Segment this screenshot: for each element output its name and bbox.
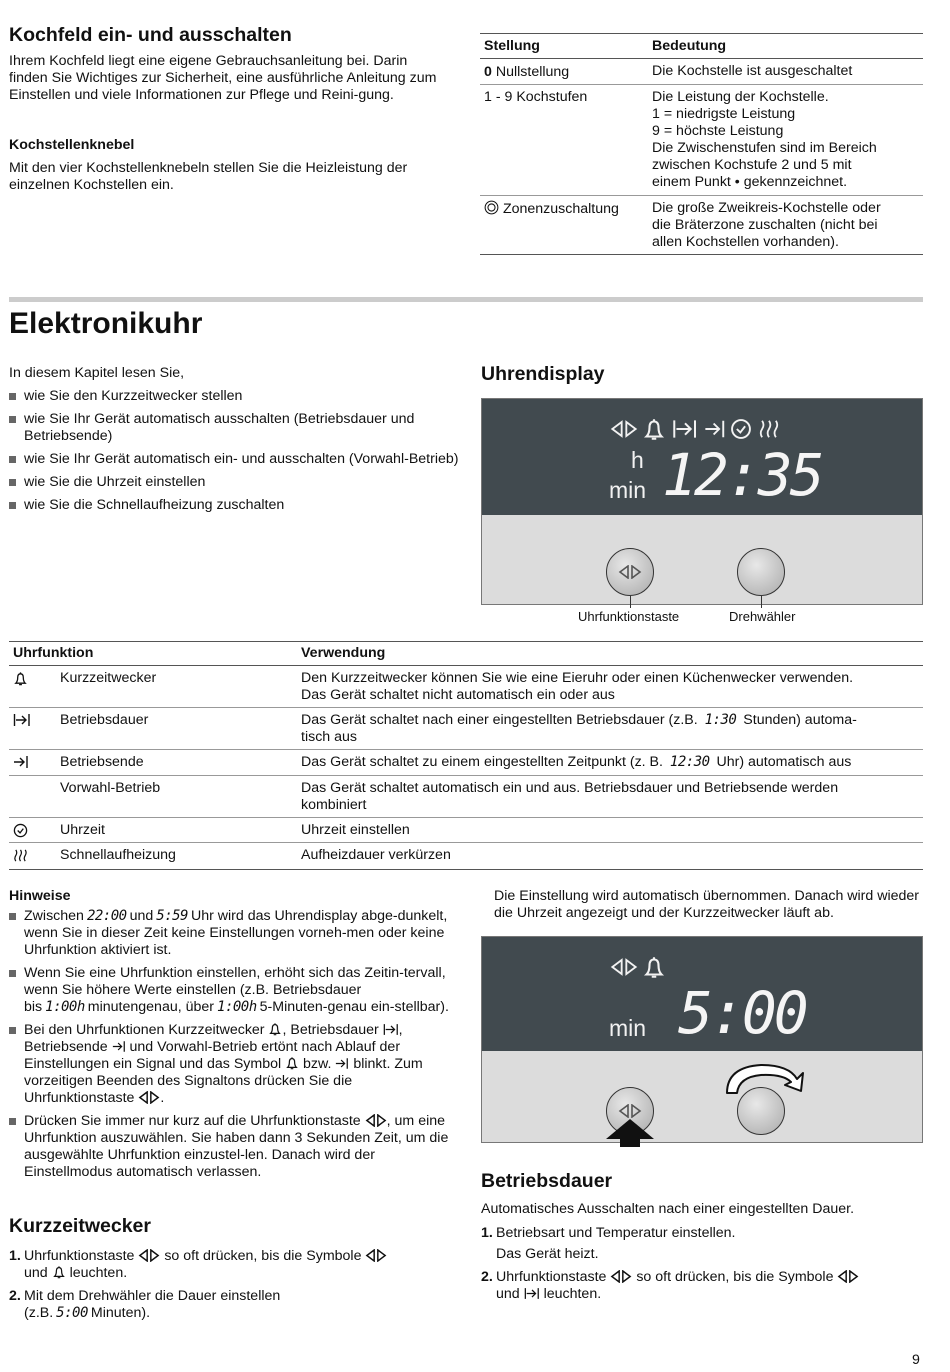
clock-display-diagram [481, 398, 923, 605]
step-text: Uhrfunktionstaste [24, 1248, 135, 1264]
label-rotary-selector: Drehwähler [729, 609, 796, 624]
function-name: Betriebsdauer [60, 712, 149, 728]
unit-min: min [609, 477, 647, 503]
kurzzeitwecker-title: Kurzzeitwecker [9, 1215, 151, 1237]
bell-icon [642, 417, 666, 441]
meaning-text: Die Kochstelle ist ausgeschaltet [652, 63, 853, 79]
step-text: Mit dem Drehwähler die Dauer einstellen [24, 1288, 281, 1304]
duration-icon [13, 713, 31, 727]
arrows-icon [618, 565, 642, 579]
segment-value: 5:59 [156, 908, 188, 924]
hinweise-list [9, 908, 455, 1187]
segment-value: 22:00 [86, 908, 127, 924]
clock-icon [730, 418, 752, 440]
stellung-table [480, 33, 923, 255]
segment-value: 1:00h [45, 999, 85, 1015]
note-text: blinkt. Zum vorzeitigen Beenden des Signaltons drücken Sie die Uhrfunktionstaste [24, 1056, 423, 1106]
list-item [9, 908, 455, 959]
arrows-icon [138, 1091, 160, 1104]
function-use: Aufheizdauer verkürzen [301, 847, 451, 863]
time-readout: 12:35 [662, 441, 822, 509]
table-row [9, 708, 923, 750]
table-row [9, 843, 923, 870]
zero-symbol: 0 [484, 64, 492, 80]
callout-line [630, 596, 631, 608]
bell-icon [642, 955, 666, 979]
note-text: bzw. [303, 1056, 332, 1072]
step-2: 2. Uhrfunktionstaste so oft drücken, bis die Symbole und leuchten. [481, 1269, 923, 1303]
duration-icon [524, 1287, 540, 1300]
bell-icon [285, 1056, 299, 1070]
unit-min: min [609, 1015, 647, 1041]
uhrfunktion-header: Uhrfunktion [13, 645, 94, 661]
meaning-text: zwischen Kochstufe 2 und 5 mit [652, 157, 852, 173]
step-text: und [496, 1286, 520, 1302]
meaning-text: 1 = niedrigste Leistung [652, 106, 796, 122]
function-use: tisch aus [301, 729, 357, 745]
list-item [9, 1113, 455, 1181]
note-text: Bei den Uhrfunktionen Kurzzeitwecker [24, 1022, 265, 1038]
function-use: Das Gerät schaltet nicht automatisch ein oder aus [301, 687, 615, 703]
function-name: Schnellaufheizung [60, 847, 176, 863]
chapter-intro [9, 365, 459, 520]
function-use: Den Kurzzeitwecker können Sie wie eine Eieruhr oder einen Küchenwecker verwenden. [301, 670, 854, 686]
arrows-icon [610, 420, 638, 438]
press-arrow-icon [602, 1115, 662, 1170]
table-row [9, 750, 923, 776]
step-text: und [24, 1265, 48, 1281]
function-use: Das Gerät schaltet zu einem eingestellten Zeitpunkt (z. B. [301, 754, 667, 770]
note-text: Zwischen [24, 908, 84, 924]
note-text: und Vorwahl-Betrieb ertönt nach Ablauf der Einstellungen ein Signal und das Symbol [24, 1039, 401, 1072]
timer-display-diagram [481, 936, 923, 1143]
function-use: kombiniert [301, 797, 367, 813]
clock-icon [13, 823, 28, 838]
timer-readout: 5:00 [678, 979, 806, 1047]
arrows-icon [138, 1249, 160, 1262]
arrows-icon [365, 1249, 387, 1262]
knebel-text: Mit den vier Kochstellenknebeln stellen Sie die Heizleistung der einzelnen Kochstellen ein. [9, 160, 408, 193]
step-text: (z.B. [24, 1305, 54, 1321]
table-row [9, 666, 923, 708]
function-name: Uhrzeit [60, 822, 105, 838]
table-row [480, 196, 923, 255]
section-divider [9, 297, 923, 302]
segment-value: 12:30 [669, 754, 710, 770]
list-item [9, 965, 455, 1016]
page-number: 9 [912, 1352, 920, 1368]
duration-icon [672, 419, 698, 439]
segment-value: 1:30 [704, 712, 737, 728]
verwendung-header: Verwendung [301, 645, 386, 661]
rotate-arrow-icon [721, 1061, 811, 1101]
uhrendisplay-title: Uhrendisplay [481, 363, 605, 385]
function-use: Uhrzeit einstellen [301, 822, 410, 838]
list-item: Bei den Uhrfunktionen Kurzzeitwecker , Betriebsdauer , Betriebsende und Vorwahl-Betrieb ertönt nach Ablauf der Einstellungen ein Signal und das Symbol bzw. blinkt. Zum vorzeitigen Beenden des Signaltons drücken Sie die Uhrfunktionstaste . [9, 1022, 455, 1107]
bell-icon [268, 1022, 282, 1036]
function-use: Das Gerät schaltet nach einer eingestellten Betriebsdauer (z.B. [301, 712, 702, 728]
list-item: wie Sie Ihr Gerät automatisch ein- und ausschalten (Vorwahl-Betrieb) [9, 451, 459, 468]
note-text: 5-Minuten-genau ein-stellbar). [259, 999, 449, 1015]
note-text: , Betriebsende [24, 1022, 403, 1055]
note-text: , um eine Uhrfunktion auszuwählen. Sie haben dann 3 Sekunden Zeit, um die ausgewählte Uhrfunktion einzustel-len. Danach wird der Einstellmodus automatisch verlassen. [24, 1113, 449, 1180]
bell-icon [52, 1265, 66, 1279]
function-use: Das Gerät schaltet automatisch ein und aus. Betriebsdauer und Betriebsende werden [301, 780, 839, 796]
step-text: Betriebsart und Temperatur einstellen. [496, 1225, 736, 1241]
list-item: wie Sie die Schnellaufheizung zuschalten [9, 497, 459, 514]
function-use: Uhr) automatisch aus [712, 754, 852, 770]
function-name: Vorwahl-Betrieb [60, 780, 161, 796]
step-2: 2. Mit dem Drehwähler die Dauer einstellen (z.B. 5:00 Minuten). [9, 1288, 281, 1321]
note-text: Uhr wird das Uhrendisplay abge-dunkelt, wenn Sie in dieser Zeit keine Einstellungen vorneh-men oder keine Uhrfunktion aktiviert ist. [24, 908, 448, 958]
bedeutung-header: Bedeutung [652, 38, 727, 54]
betriebsdauer-intro: Automatisches Ausschalten nach einer eingestellten Dauer. [481, 1201, 855, 1217]
table-row [480, 59, 923, 85]
step-result: Das Gerät heizt. [496, 1246, 599, 1262]
clock-function-button[interactable] [606, 548, 654, 596]
segment-value: 5:00 [56, 1305, 88, 1321]
function-use: Stunden) automa- [739, 712, 857, 728]
arrows-icon [610, 1270, 632, 1283]
position-label: Zonenzuschaltung [502, 201, 619, 217]
table-row [480, 85, 923, 196]
position-label: Nullstellung [495, 64, 570, 80]
intro-text: In diesem Kapitel lesen Sie, [9, 365, 185, 381]
chapter-title: Elektronikuhr [9, 307, 203, 340]
step-text: so oft drücken, bis die Symbole [164, 1248, 362, 1264]
meaning-text: Die Zwischenstufen sind im Bereich [652, 140, 877, 156]
arrows-icon [610, 958, 638, 976]
hinweise-title: Hinweise [9, 888, 71, 904]
end-icon [13, 755, 29, 769]
note-text: minutengenau, über [87, 999, 215, 1015]
heat-icon [758, 417, 780, 441]
position-label: 1 - 9 Kochstufen [484, 89, 588, 105]
unit-h: h [631, 447, 644, 473]
note-text: Wenn Sie eine Uhrfunktion einstellen, erhöht sich das Zeitin-tervall, wenn Sie höhere Werte einstellen (z.B. Betriebsdauer bis [24, 965, 446, 1015]
meaning-text: Die große Zweikreis-Kochstelle oder [652, 200, 881, 216]
list-item: wie Sie den Kurzzeitwecker stellen [9, 388, 459, 405]
bell-icon [13, 671, 28, 686]
knebel-title: Kochstellenknebel [9, 137, 135, 153]
step-text: Uhrfunktionstaste [496, 1269, 607, 1285]
step-text: leuchten. [543, 1286, 602, 1302]
display-screen [482, 399, 922, 515]
step-text: leuchten. [69, 1265, 128, 1281]
stellung-header: Stellung [484, 38, 540, 54]
segment-value: 1:00h [217, 999, 257, 1015]
betriebsdauer-steps [481, 1225, 923, 1309]
arrows-icon [837, 1270, 859, 1283]
note-text: Drücken Sie immer nur kurz auf die Uhrfunktionstaste [24, 1113, 361, 1129]
table-row [9, 776, 923, 818]
function-name: Betriebsende [60, 754, 144, 770]
end-icon [704, 419, 726, 439]
display-screen [482, 937, 922, 1051]
betriebsdauer-title: Betriebsdauer [481, 1170, 613, 1192]
arrows-icon [365, 1114, 387, 1127]
clock-functions-table [9, 641, 923, 870]
step-1: 1. Uhrfunktionstaste so oft drücken, bis die Symbole und leuchten. [9, 1248, 455, 1282]
function-name: Kurzzeitwecker [60, 670, 157, 686]
auto-accept-text: Die Einstellung wird automatisch übernommen. Danach wird wieder die Uhrzeit angezeigt und der Kurzzeitwecker läuft ab. [494, 888, 920, 921]
end-icon [335, 1057, 349, 1070]
step-text: Minuten). [90, 1305, 151, 1321]
duration-icon [383, 1023, 399, 1036]
end-icon [112, 1040, 126, 1053]
zone-icon [484, 200, 499, 215]
meaning-text: einem Punkt • gekennzeichnet. [652, 174, 848, 190]
step-text: so oft drücken, bis die Symbole [636, 1269, 834, 1285]
meaning-text: die Bräterzone zuschalten (nicht bei [652, 217, 878, 233]
section-title-kochfeld: Kochfeld ein- und ausschalten [9, 24, 292, 46]
label-clock-function-button: Uhrfunktionstaste [578, 609, 680, 624]
meaning-text: 9 = höchste Leistung [652, 123, 784, 139]
kochfeld-intro: Ihrem Kochfeld liegt eine eigene Gebrauchsanleitung bei. Darin finden Sie Wichtiges zur Sicherheit, eine ausführliche Anleitung zum Einstellen und viele Informationen zur Pflege und Reini-gung. [9, 53, 437, 103]
kurzzeitwecker-steps [9, 1248, 455, 1328]
note-text: , Betriebsdauer [282, 1022, 379, 1038]
list-item: wie Sie Ihr Gerät automatisch ausschalten (Betriebsdauer und Betriebsende) [9, 411, 459, 445]
step-1: 1. Betriebsart und Temperatur einstellen. Das Gerät heizt. [481, 1225, 736, 1262]
meaning-text: Die Leistung der Kochstelle. [652, 89, 829, 105]
heat-icon [13, 848, 28, 863]
meaning-text: allen Kochstellen vorhanden). [652, 234, 839, 250]
rotary-selector[interactable] [737, 548, 785, 596]
list-item: wie Sie die Uhrzeit einstellen [9, 474, 459, 491]
table-row [9, 818, 923, 843]
note-text: und [129, 908, 154, 924]
callout-line [761, 596, 762, 608]
